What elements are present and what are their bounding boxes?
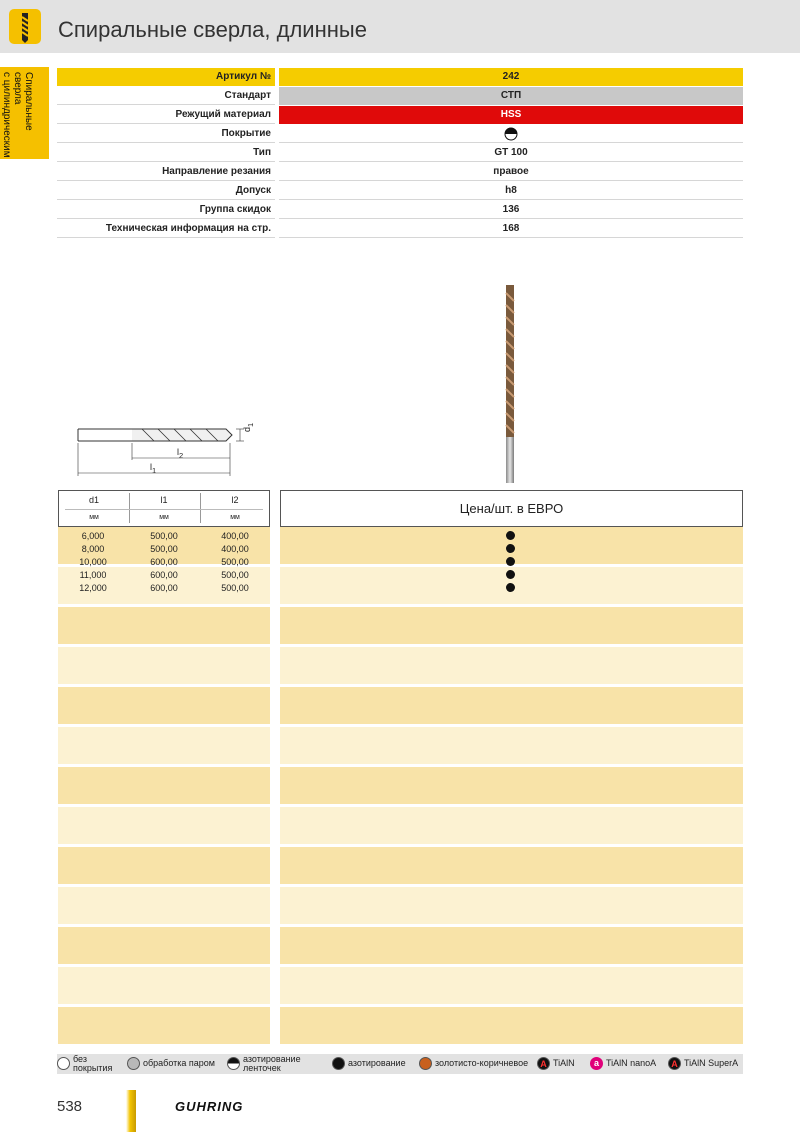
legend-item-gold-brown: золотисто-коричневое	[419, 1054, 537, 1074]
cell-l2: 500,00	[221, 557, 249, 567]
coating-legend	[57, 1054, 743, 1074]
cell-d1: 6,000	[81, 531, 105, 541]
unit-d1: мм	[89, 514, 99, 521]
legend-item-tialn-nanoa: a TiAlN nanoA	[590, 1054, 670, 1074]
spec-label: Режущий материал	[57, 106, 275, 124]
table-band	[58, 887, 270, 924]
spec-row-discount-group	[57, 201, 743, 219]
half-circle-coating-icon	[504, 127, 518, 141]
legend-item-tialn-supera: A TiAlN SuperA	[668, 1054, 743, 1074]
gold-brown-circle-icon	[419, 1057, 432, 1070]
spec-row-coating	[57, 125, 743, 143]
spec-row-material	[57, 106, 743, 124]
spec-row-tolerance	[57, 182, 743, 200]
spec-row-type	[57, 144, 743, 162]
cell-l1: 500,00	[150, 544, 178, 554]
spec-label: Направление резания	[57, 163, 275, 181]
table-band	[280, 727, 743, 764]
page-number: 538	[57, 1098, 83, 1115]
table-band	[280, 887, 743, 924]
spec-value: h8	[279, 182, 743, 200]
table-band	[58, 927, 270, 964]
column-header-l1: l1	[160, 495, 168, 505]
spec-label: Стандарт	[57, 87, 275, 105]
steam-circle-icon	[127, 1057, 140, 1070]
legend-item-tialn: A TiAlN	[537, 1054, 587, 1074]
side-tab-label: Спиральные сверла с цилиндрическим	[1, 72, 34, 158]
table-band	[280, 847, 743, 884]
cell-l2: 400,00	[221, 544, 249, 554]
table-band	[280, 1007, 743, 1044]
table-band	[58, 1007, 270, 1044]
cell-l1: 600,00	[150, 557, 178, 567]
spec-label: Тип	[57, 144, 275, 162]
spec-label: Техническая информация на стр.	[57, 220, 275, 238]
table-band	[58, 967, 270, 1004]
l1-dimension-label: $l_1$	[150, 462, 157, 475]
spec-label: Допуск	[57, 182, 275, 200]
spec-value	[279, 125, 743, 143]
cell-l2: 500,00	[221, 570, 249, 580]
drill-technical-drawing	[72, 418, 255, 483]
tialn-circle-icon: A	[537, 1057, 550, 1070]
spec-value: СТП	[279, 87, 743, 105]
drill-product-image	[496, 285, 524, 490]
spec-row-direction	[57, 163, 743, 181]
cell-d1: 12,000	[79, 583, 107, 593]
page-header	[0, 0, 800, 53]
spec-value: 136	[279, 201, 743, 219]
spec-value: HSS	[279, 106, 743, 124]
cell-l1: 500,00	[150, 531, 178, 541]
table-band	[280, 967, 743, 1004]
table-band	[280, 607, 743, 644]
legend-item-steam: обработка паром	[127, 1054, 227, 1074]
column-header-l2: l2	[231, 495, 239, 505]
price-column-header: Цена/шт. в ЕВРО	[459, 501, 564, 516]
drill-bit-icon	[9, 9, 41, 44]
nitrided-availability-icon	[506, 544, 515, 553]
table-band	[58, 767, 270, 804]
cell-l1: 600,00	[150, 570, 178, 580]
spec-label: Покрытие	[57, 125, 275, 143]
nitrided-availability-icon	[506, 557, 515, 566]
legend-item-nitrided: азотирование	[332, 1054, 412, 1074]
table-band	[280, 927, 743, 964]
table-band	[58, 647, 270, 684]
table-band	[58, 687, 270, 724]
column-header-d1: d1	[88, 495, 99, 505]
d1-dimension-label: $d_1$	[242, 422, 255, 432]
half-nitrided-circle-icon	[227, 1057, 240, 1070]
spec-value: GT 100	[279, 144, 743, 162]
tialn-supera-circle-icon: A	[668, 1057, 681, 1070]
l2-dimension-label: $l_2$	[177, 447, 184, 460]
table-band	[58, 847, 270, 884]
legend-item-uncoated: без покрытия	[57, 1054, 125, 1074]
uncoated-circle-icon	[57, 1057, 70, 1070]
cell-d1: 11,000	[79, 570, 107, 580]
spec-value: правое	[279, 163, 743, 181]
spec-row-tech-info[interactable]	[57, 220, 743, 238]
table-band	[280, 687, 743, 724]
spec-row-article	[57, 68, 743, 86]
table-band	[58, 607, 270, 644]
table-band	[280, 807, 743, 844]
table-band	[58, 807, 270, 844]
spec-row-standard	[57, 87, 743, 105]
table-band	[58, 727, 270, 764]
spec-value: 242	[279, 68, 743, 86]
table-header-price	[280, 490, 743, 527]
legend-item-margin-nitrided: азотирование ленточек	[227, 1054, 337, 1074]
table-header-dimensions	[58, 490, 270, 527]
category-side-tab[interactable]	[0, 67, 49, 159]
cell-d1: 8,000	[81, 544, 105, 554]
brand-logo: GUHRING	[175, 1099, 244, 1114]
footer-accent-bar	[126, 1090, 136, 1132]
unit-l2: мм	[230, 514, 240, 521]
cell-l2: 400,00	[221, 531, 249, 541]
cell-l1: 600,00	[150, 583, 178, 593]
nitrided-circle-icon	[332, 1057, 345, 1070]
nitrided-availability-icon	[506, 583, 515, 592]
spec-label: Группа скидок	[57, 201, 275, 219]
spec-value-page-link[interactable]: 168	[279, 220, 743, 238]
table-band	[280, 647, 743, 684]
nitrided-availability-icon	[506, 531, 515, 540]
page-title: Спиральные сверла, длинные	[58, 17, 367, 42]
unit-l1: мм	[159, 514, 169, 521]
table-band	[280, 767, 743, 804]
spec-label: Артикул №	[57, 68, 275, 86]
nitrided-availability-icon	[506, 570, 515, 579]
cell-l2: 500,00	[221, 583, 249, 593]
tialn-nanoa-circle-icon: a	[590, 1057, 603, 1070]
cell-d1: 10,000	[79, 557, 107, 567]
